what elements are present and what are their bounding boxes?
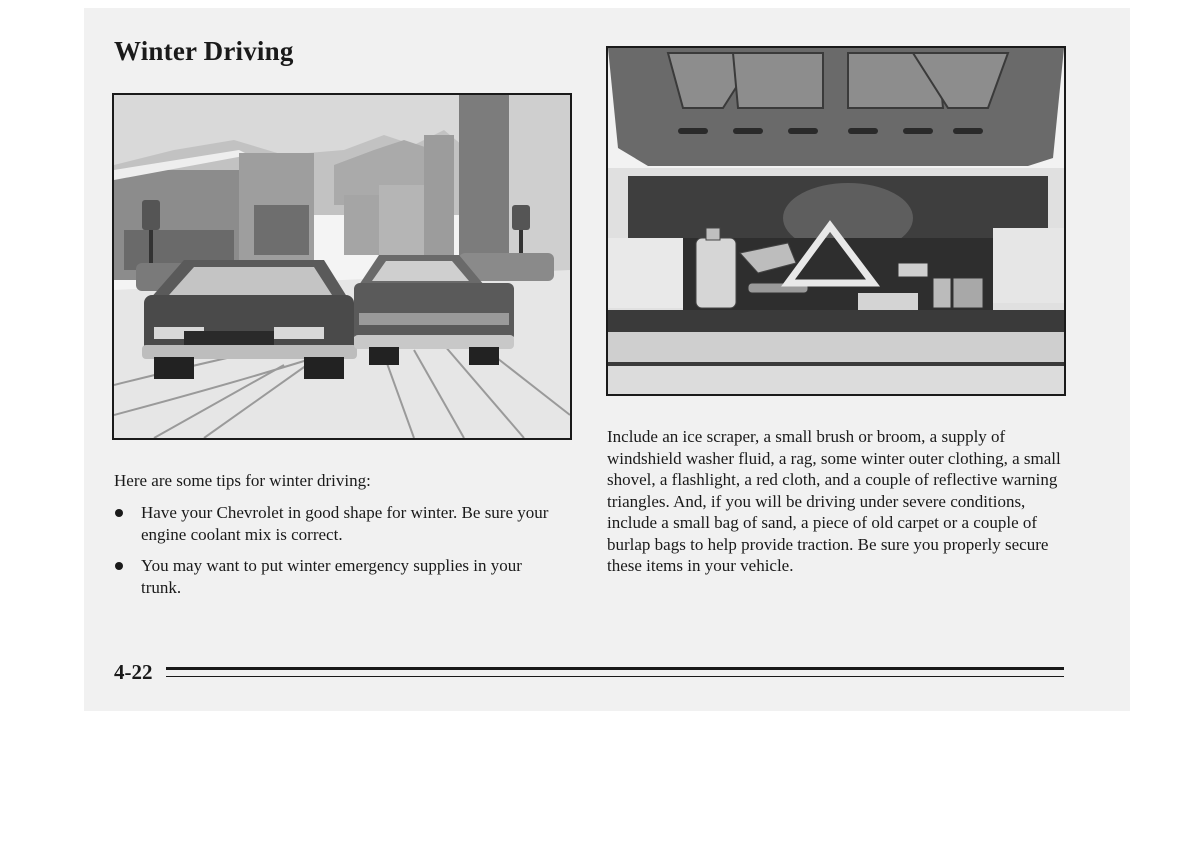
trunk-supplies-illustration xyxy=(606,46,1066,396)
winter-street-illustration xyxy=(112,93,572,440)
supplies-paragraph: Include an ice scraper, a small brush or broom, a supply of windshield washer fluid, a rag, some winter outer clothing, a small shovel, a flashlight, a red cloth, and a couple of reflective warning triangles. And, if you will be driving under severe conditions, include a small bag of sand, a piece of old carpet or a couple of burlap bags to help provide traction. Be sure you properly secure these items in your vehicle. xyxy=(607,427,1061,575)
bullet-icon xyxy=(115,562,123,570)
list-item xyxy=(114,555,554,598)
footer-rule-thin xyxy=(166,676,1064,677)
list-item-text: Have your Chevrolet in good shape for winter. Be sure your engine coolant mix is correct. xyxy=(141,503,549,544)
footer-rule xyxy=(166,667,1064,670)
tips-list xyxy=(114,502,554,608)
page-title: Winter Driving xyxy=(114,36,294,66)
intro-text: Here are some tips for winter driving: xyxy=(114,471,371,490)
list-item xyxy=(114,502,554,545)
list-item-text: You may want to put winter emergency supplies in your trunk. xyxy=(141,556,522,597)
bullet-icon xyxy=(115,509,123,517)
page-number: 4-22 xyxy=(114,660,153,684)
